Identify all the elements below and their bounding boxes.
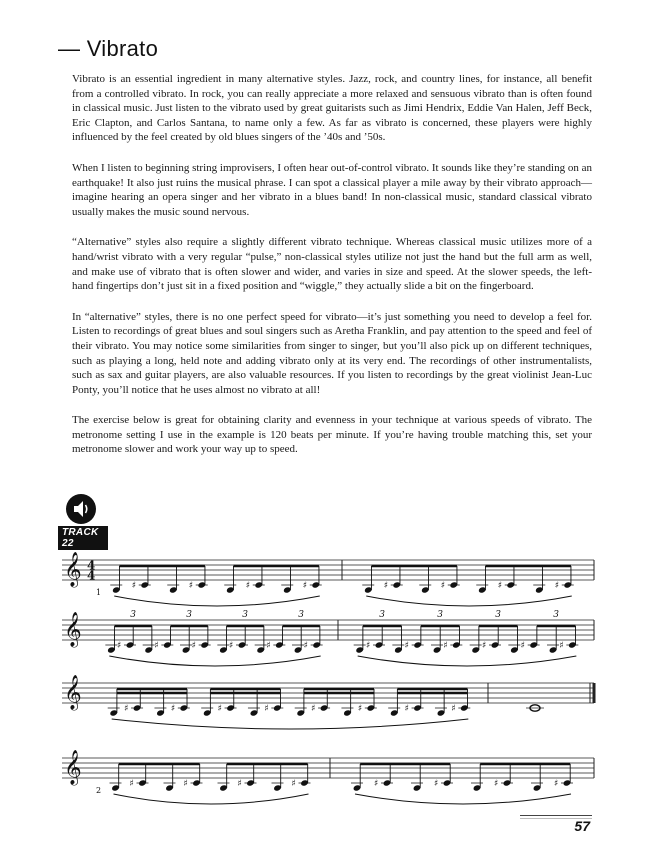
sharp-icon: ♯ [188, 581, 194, 591]
sharp-icon: ♯ [229, 641, 234, 651]
slur [109, 656, 320, 666]
sharp-icon: ♯ [554, 779, 559, 789]
triplet-mark: 3 [186, 610, 192, 620]
track-label: TRACK 22 [58, 526, 108, 550]
sharp-icon: ♯ [154, 641, 159, 651]
fingering-number: 2 [96, 786, 102, 795]
sharp-icon: ♯ [311, 704, 316, 714]
paragraph: When I listen to beginning string improvisers, I often hear out-of-control vibrato. It sounds like they’re standing on an earthquake! It also just ruins the musical phrase. I can spot a classical player a mile away by their vibrato approach—imagine hearing an opera singer and her vibrato in a blues band! In non-classical music, standard classical vibrato usually makes the music sound nervous. [72, 161, 592, 218]
sharp-icon: ♯ [303, 641, 309, 651]
triplet-mark: 3 [298, 610, 304, 620]
treble-clef-icon: 𝄞 [64, 675, 82, 710]
sharp-icon: ♯ [124, 704, 129, 714]
sharp-icon: ♯ [374, 779, 379, 789]
time-signature: 4 [87, 558, 96, 573]
triplet-mark: 3 [553, 610, 559, 620]
sharp-icon: ♯ [264, 704, 269, 714]
sharp-icon: ♯ [520, 641, 526, 651]
triplet-mark: 3 [242, 610, 248, 620]
sharp-icon: ♯ [217, 704, 222, 714]
sharp-icon: ♯ [404, 641, 410, 651]
sharp-icon: ♯ [366, 641, 371, 651]
section-title: — Vibrato [58, 36, 159, 61]
slur [112, 719, 469, 729]
sharp-icon: ♯ [131, 581, 137, 591]
sharp-icon: ♯ [494, 779, 499, 789]
treble-clef-icon: 𝄞 [64, 612, 82, 647]
slur [114, 794, 309, 804]
sharp-icon: ♯ [559, 641, 564, 651]
triplet-mark: 3 [437, 610, 443, 620]
sharp-icon: ♯ [266, 641, 271, 651]
paragraph: Vibrato is an essential ingredient in many alternative styles. Jazz, rock, and country lines, for instance, all benefit from a controlled vibrato. In rock, you can really appreciate a more relaxed and sensuous vibrato than is often found in classical music. Just listen to the vibrato used by great guitarists such as Jimi Hendrix, Eddie Van Halen, Jeff Beck, Eric Clapton, and Carlos Santana, to name only a few. As far as vibrato is concerned, these players were highly influenced by the feel created by old blues singers of the ’40s and ’50s. [72, 73, 592, 144]
time-signature: 4 [87, 568, 96, 583]
sharp-icon: ♯ [357, 704, 363, 714]
paragraph: The exercise below is great for obtaining clarity and evenness in your technique at various speeds of vibrato. The metronome setting I use in the example is 120 beats per minute. If you’re having trouble matching this, set your metronome slower and work your way up to speed. [72, 414, 592, 456]
sharp-icon: ♯ [302, 581, 308, 591]
triplet-mark: 3 [130, 610, 136, 620]
final-barline [593, 683, 596, 703]
sharp-icon: ♯ [554, 581, 560, 591]
sharp-icon: ♯ [191, 641, 197, 651]
sharp-icon: ♯ [434, 779, 439, 789]
sharp-icon: ♯ [440, 581, 446, 591]
slur [114, 596, 320, 606]
sharp-icon: ♯ [129, 779, 134, 789]
paragraph: In “alternative” styles, there is no one perfect speed for vibrato—it’s just something you need to develop a feel for. Listen to recordings of great blues and soul singers such as Aretha Franklin, and pay attention to the speed and feel of their vibrato. You may notice some similarities from singer to singer, but you’ll also pick up on different techniques, such as playing a long, held note and adding vibrato only at its very end. The recordings of other instrumentalists, such as sax and guitar players, are also valuable resources. If you listen to recordings by the great violinist Jean-Luc Ponty, you’ll notice that he uses almost no vibrato at all! [72, 310, 592, 396]
treble-clef-icon: 𝄞 [64, 552, 82, 587]
fingering-number: 1 [96, 588, 102, 597]
sharp-icon: ♯ [404, 704, 409, 714]
page-number: 57 [574, 818, 590, 834]
triplet-mark: 3 [495, 610, 501, 620]
slur [358, 656, 577, 666]
slur [366, 596, 572, 606]
sharp-icon: ♯ [117, 641, 122, 651]
sharp-icon: ♯ [237, 779, 242, 789]
sharp-icon: ♯ [183, 779, 188, 789]
sharp-icon: ♯ [497, 581, 503, 591]
sharp-icon: ♯ [245, 581, 251, 591]
sharp-icon: ♯ [170, 704, 176, 714]
triplet-mark: 3 [379, 610, 385, 620]
sharp-icon: ♯ [451, 704, 456, 714]
sharp-icon: ♯ [482, 641, 487, 651]
treble-clef-icon: 𝄞 [64, 750, 82, 785]
sharp-icon: ♯ [291, 779, 296, 789]
sharp-icon: ♯ [443, 641, 448, 651]
sharp-icon: ♯ [383, 581, 389, 591]
slur [355, 794, 571, 804]
paragraph: “Alternative” styles also require a slightly different vibrato technique. Whereas classical music utilizes more of a hand/wrist vibrato with a very regular “pulse,” non-classical styles utilize not just the hand but the full arm as well, and make use of vibrato that is often slower and wider, and varies in size and speed. At the slower speeds, the left-hand fingertips don’t just sit in a fixed position and “wiggle,” they actually slide a bit on the fingerboard. [72, 236, 592, 293]
footer-rule [520, 815, 592, 816]
